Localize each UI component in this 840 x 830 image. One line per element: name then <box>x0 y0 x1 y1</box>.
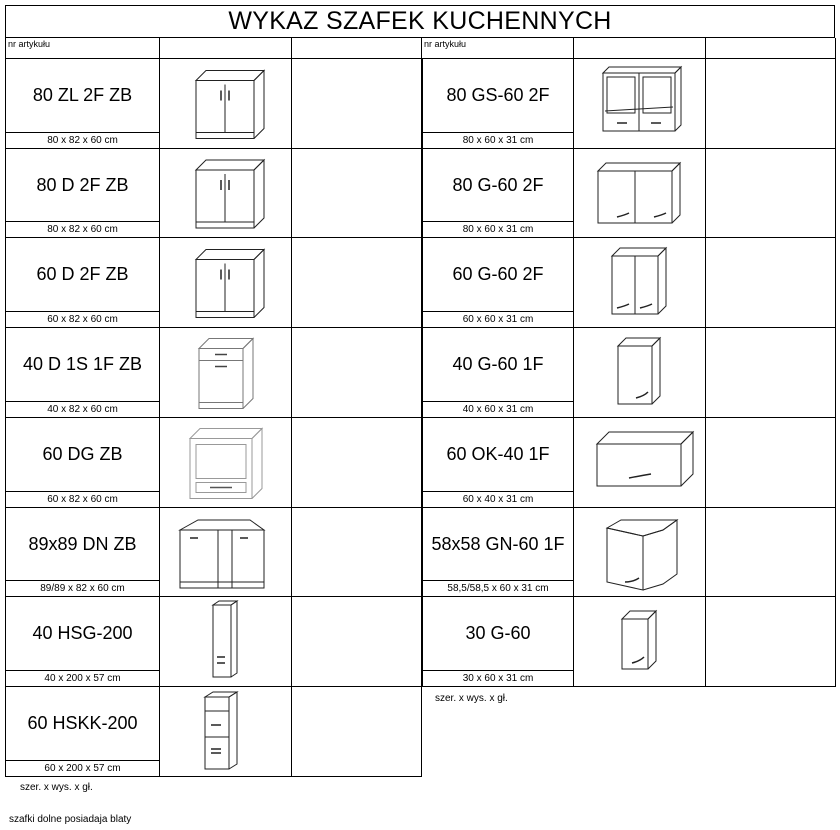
article-code: 40 HSG-200 <box>32 623 133 643</box>
left-image-cell <box>160 59 292 149</box>
left-image-cell <box>160 328 292 418</box>
right-article-cell <box>422 597 574 687</box>
right-article-cell <box>422 508 574 597</box>
header-article-number-right: nr artykułu <box>422 38 574 59</box>
left-article-cell <box>5 149 160 238</box>
wall-cabinet-2-doors-icon <box>574 238 704 327</box>
left-article-cell <box>5 418 160 508</box>
oven-base-cabinet-icon <box>160 418 290 507</box>
right-image-cell <box>574 328 706 418</box>
left-notes-cell <box>292 328 422 418</box>
left-image-cell <box>160 149 292 238</box>
article-dimensions: 80 x 82 x 60 cm <box>6 221 159 237</box>
header-article-number-left: nr artykułu <box>5 38 160 59</box>
article-code: 58x58 GN-60 1F <box>431 533 565 554</box>
corner-wall-cabinet-icon <box>574 508 704 596</box>
right-article-cell <box>422 238 574 328</box>
article-code: 60 DG ZB <box>42 444 123 464</box>
left-article-cell <box>5 687 160 777</box>
article-code: 60 G-60 2F <box>452 264 544 284</box>
article-dimensions: 80 x 60 x 31 cm <box>423 132 573 148</box>
right-notes-cell <box>706 59 836 149</box>
tall-cabinet-icon <box>160 597 290 686</box>
header-image-column-right <box>574 38 706 59</box>
right-notes-cell <box>706 508 836 597</box>
article-code: 80 G-60 2F <box>452 174 544 195</box>
left-article-cell <box>5 328 160 418</box>
left-article-cell <box>5 597 160 687</box>
left-notes-cell <box>292 149 422 238</box>
wall-cabinet-glass-2-doors-icon <box>574 59 704 148</box>
right-image-cell <box>574 597 706 687</box>
article-code: 40 D 1S 1F ZB <box>22 354 143 374</box>
right-article-cell <box>422 59 574 149</box>
left-image-cell <box>160 687 292 777</box>
article-code: 60 D 2F ZB <box>36 264 129 284</box>
left-notes-cell <box>292 687 422 777</box>
article-dimensions: 89/89 x 82 x 60 cm <box>6 580 159 596</box>
right-notes-cell <box>706 597 836 687</box>
footnote: szafki dolne posiadaja blaty <box>9 814 132 825</box>
base-cabinet-2-doors-icon <box>160 59 290 148</box>
article-code: 60 HSKK-200 <box>27 713 138 733</box>
article-dimensions: 40 x 60 x 31 cm <box>423 401 573 417</box>
left-article-cell <box>5 508 160 597</box>
left-notes-cell <box>292 238 422 328</box>
right-notes-cell <box>706 418 836 508</box>
corner-base-cabinet-icon <box>160 508 290 596</box>
article-dimensions: 60 x 60 x 31 cm <box>423 311 573 327</box>
base-cabinet-2-doors-icon <box>160 238 290 327</box>
article-dimensions: 60 x 40 x 31 cm <box>423 491 573 507</box>
left-image-cell <box>160 238 292 328</box>
article-dimensions: 60 x 82 x 60 cm <box>6 311 159 327</box>
left-notes-cell <box>292 418 422 508</box>
right-image-cell <box>574 59 706 149</box>
left-notes-cell <box>292 508 422 597</box>
base-cabinet-2-doors-icon <box>160 149 290 237</box>
article-dimensions: 58,5/58,5 x 60 x 31 cm <box>423 580 573 596</box>
right-article-cell <box>422 149 574 238</box>
header-extra-column-left <box>292 38 422 59</box>
dimensions-legend-left: szer. x wys. x gł. <box>20 782 93 793</box>
article-code: 80 GS-60 2F <box>446 85 550 105</box>
base-cabinet-drawer-door-icon <box>160 328 290 417</box>
left-notes-cell <box>292 597 422 687</box>
left-image-cell <box>160 508 292 597</box>
right-image-cell <box>574 238 706 328</box>
article-dimensions: 30 x 60 x 31 cm <box>423 670 573 686</box>
right-notes-cell <box>706 149 836 238</box>
article-code: 40 G-60 1F <box>452 354 544 374</box>
right-notes-cell <box>706 328 836 418</box>
article-dimensions: 40 x 200 x 57 cm <box>6 670 159 686</box>
wall-cabinet-1-door-icon <box>574 328 704 417</box>
right-image-cell <box>574 418 706 508</box>
header-extra-column-right <box>706 38 836 59</box>
article-code: 80 D 2F ZB <box>36 174 129 195</box>
left-image-cell <box>160 418 292 508</box>
article-code: 89x89 DN ZB <box>28 533 137 554</box>
tall-fridge-cabinet-icon <box>160 687 290 776</box>
page-title: WYKAZ SZAFEK KUCHENNYCH <box>5 5 835 38</box>
right-image-cell <box>574 149 706 238</box>
left-notes-cell <box>292 59 422 149</box>
right-article-cell <box>422 328 574 418</box>
article-dimensions: 60 x 82 x 60 cm <box>6 491 159 507</box>
left-article-cell <box>5 238 160 328</box>
article-code: 80 ZL 2F ZB <box>32 85 133 105</box>
article-dimensions: 80 x 82 x 60 cm <box>6 132 159 148</box>
article-dimensions: 80 x 60 x 31 cm <box>423 221 573 237</box>
right-article-cell <box>422 418 574 508</box>
left-image-cell <box>160 597 292 687</box>
article-dimensions: 60 x 200 x 57 cm <box>6 760 159 776</box>
wall-cabinet-1-door-icon <box>574 597 704 686</box>
header-image-column-left <box>160 38 292 59</box>
hood-cabinet-flap-icon <box>574 418 704 507</box>
left-article-cell <box>5 59 160 149</box>
dimensions-legend-right: szer. x wys. x gł. <box>435 693 508 704</box>
right-notes-cell <box>706 238 836 328</box>
article-dimensions: 40 x 82 x 60 cm <box>6 401 159 417</box>
article-code: 30 G-60 <box>465 623 531 643</box>
wall-cabinet-2-doors-icon <box>574 149 704 237</box>
right-image-cell <box>574 508 706 597</box>
article-code: 60 OK-40 1F <box>446 444 550 464</box>
